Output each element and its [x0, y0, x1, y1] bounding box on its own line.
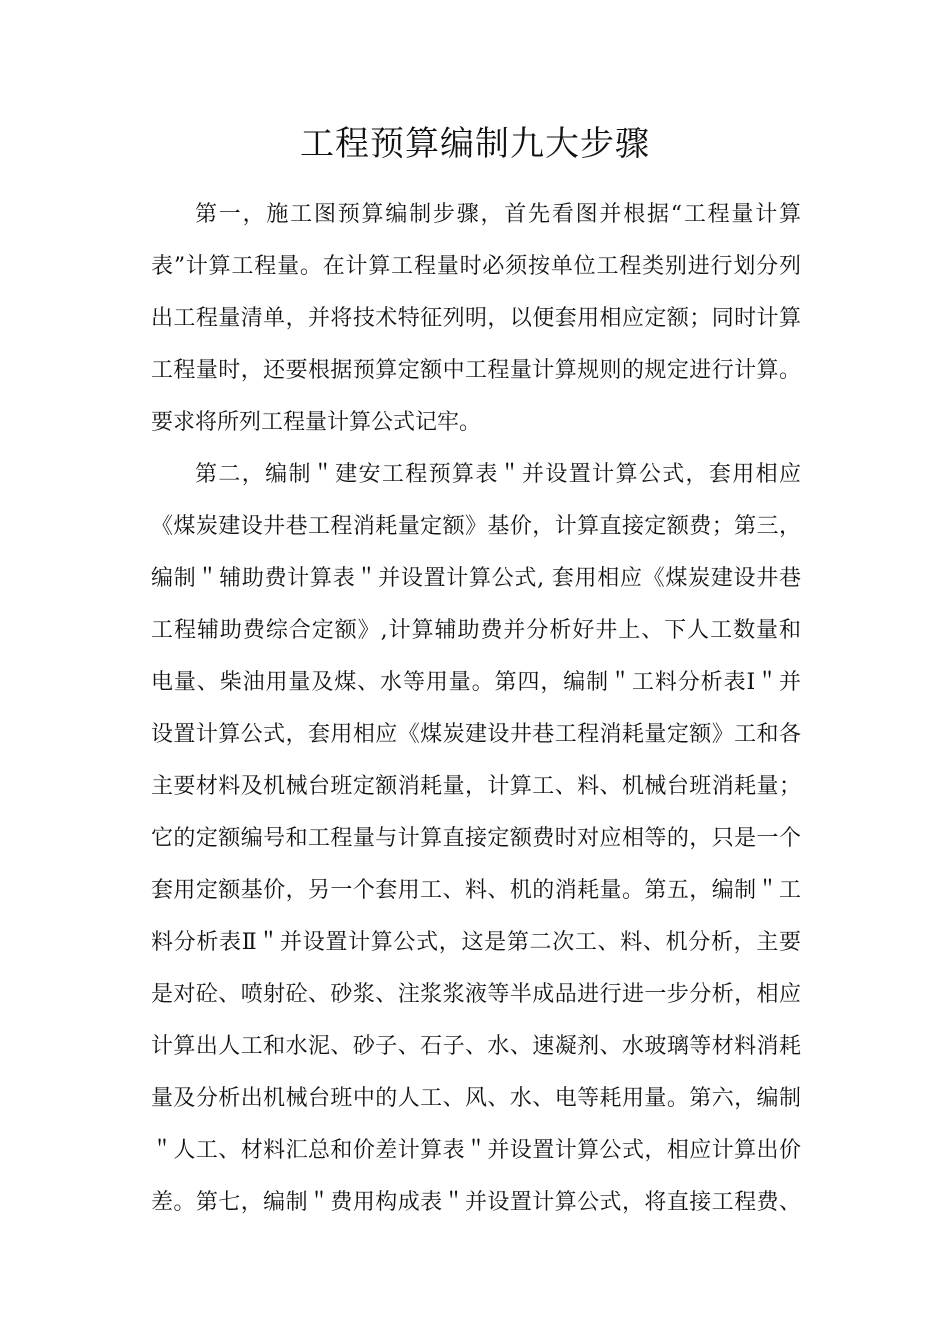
paragraph-line: 《煤炭建设井巷工程消耗量定额》基价，计算直接定额费；第三， — [151, 514, 801, 539]
paragraph-line: 编制＂辅助费计算表＂并设置计算公式, 套用相应《煤炭建设井巷 — [151, 566, 801, 591]
paragraph-line: 套用定额基价，另一个套用工、料、机的消耗量。第五，编制＂工 — [151, 878, 801, 903]
paragraph-line: 出工程量清单，并将技术特征列明，以便套用相应定额；同时计算 — [151, 306, 801, 331]
paragraph-line: 工程量时，还要根据预算定额中工程量计算规则的规定进行计算。 — [151, 358, 801, 383]
paragraph-line: 第一，施工图预算编制步骤，首先看图并根据“工程量计算 — [195, 202, 801, 227]
paragraph-line: ＂人工、材料汇总和价差计算表＂并设置计算公式，相应计算出价 — [151, 1138, 801, 1163]
paragraph-line: 第二，编制＂建安工程预算表＂并设置计算公式，套用相应 — [195, 462, 801, 487]
paragraph-line: 量及分析出机械台班中的人工、风、水、电等耗用量。第六，编制 — [151, 1086, 801, 1111]
paragraph-line: 主要材料及机械台班定额消耗量，计算工、料、机械台班消耗量； — [151, 774, 801, 799]
paragraph-line: 表”计算工程量。在计算工程量时必须按单位工程类别进行划分列 — [151, 254, 801, 279]
paragraph-line: 它的定额编号和工程量与计算直接定额费时对应相等的，只是一个 — [151, 826, 801, 851]
document-title: 工程预算编制九大步骤 — [300, 124, 650, 164]
paragraph-line: 工程辅助费综合定额》,计算辅助费并分析好井上、下人工数量和 — [151, 618, 801, 643]
paragraph-line: 电量、柴油用量及煤、水等用量。第四，编制＂工料分析表Ⅰ＂并 — [151, 670, 801, 695]
paragraph-line: 差。第七，编制＂费用构成表＂并设置计算公式，将直接工程费、 — [151, 1190, 801, 1215]
paragraph-line: 计算出人工和水泥、砂子、石子、水、速凝剂、水玻璃等材料消耗 — [151, 1034, 801, 1059]
paragraph-line: 要求将所列工程量计算公式记牢。 — [151, 410, 482, 435]
paragraph-line: 是对砼、喷射砼、砂浆、注浆浆液等半成品进行进一步分析，相应 — [151, 982, 801, 1007]
paragraph-line: 料分析表Ⅱ＂并设置计算公式，这是第二次工、料、机分析，主要 — [151, 930, 801, 955]
paragraph-line: 设置计算公式，套用相应《煤炭建设井巷工程消耗量定额》工和各 — [151, 722, 801, 747]
